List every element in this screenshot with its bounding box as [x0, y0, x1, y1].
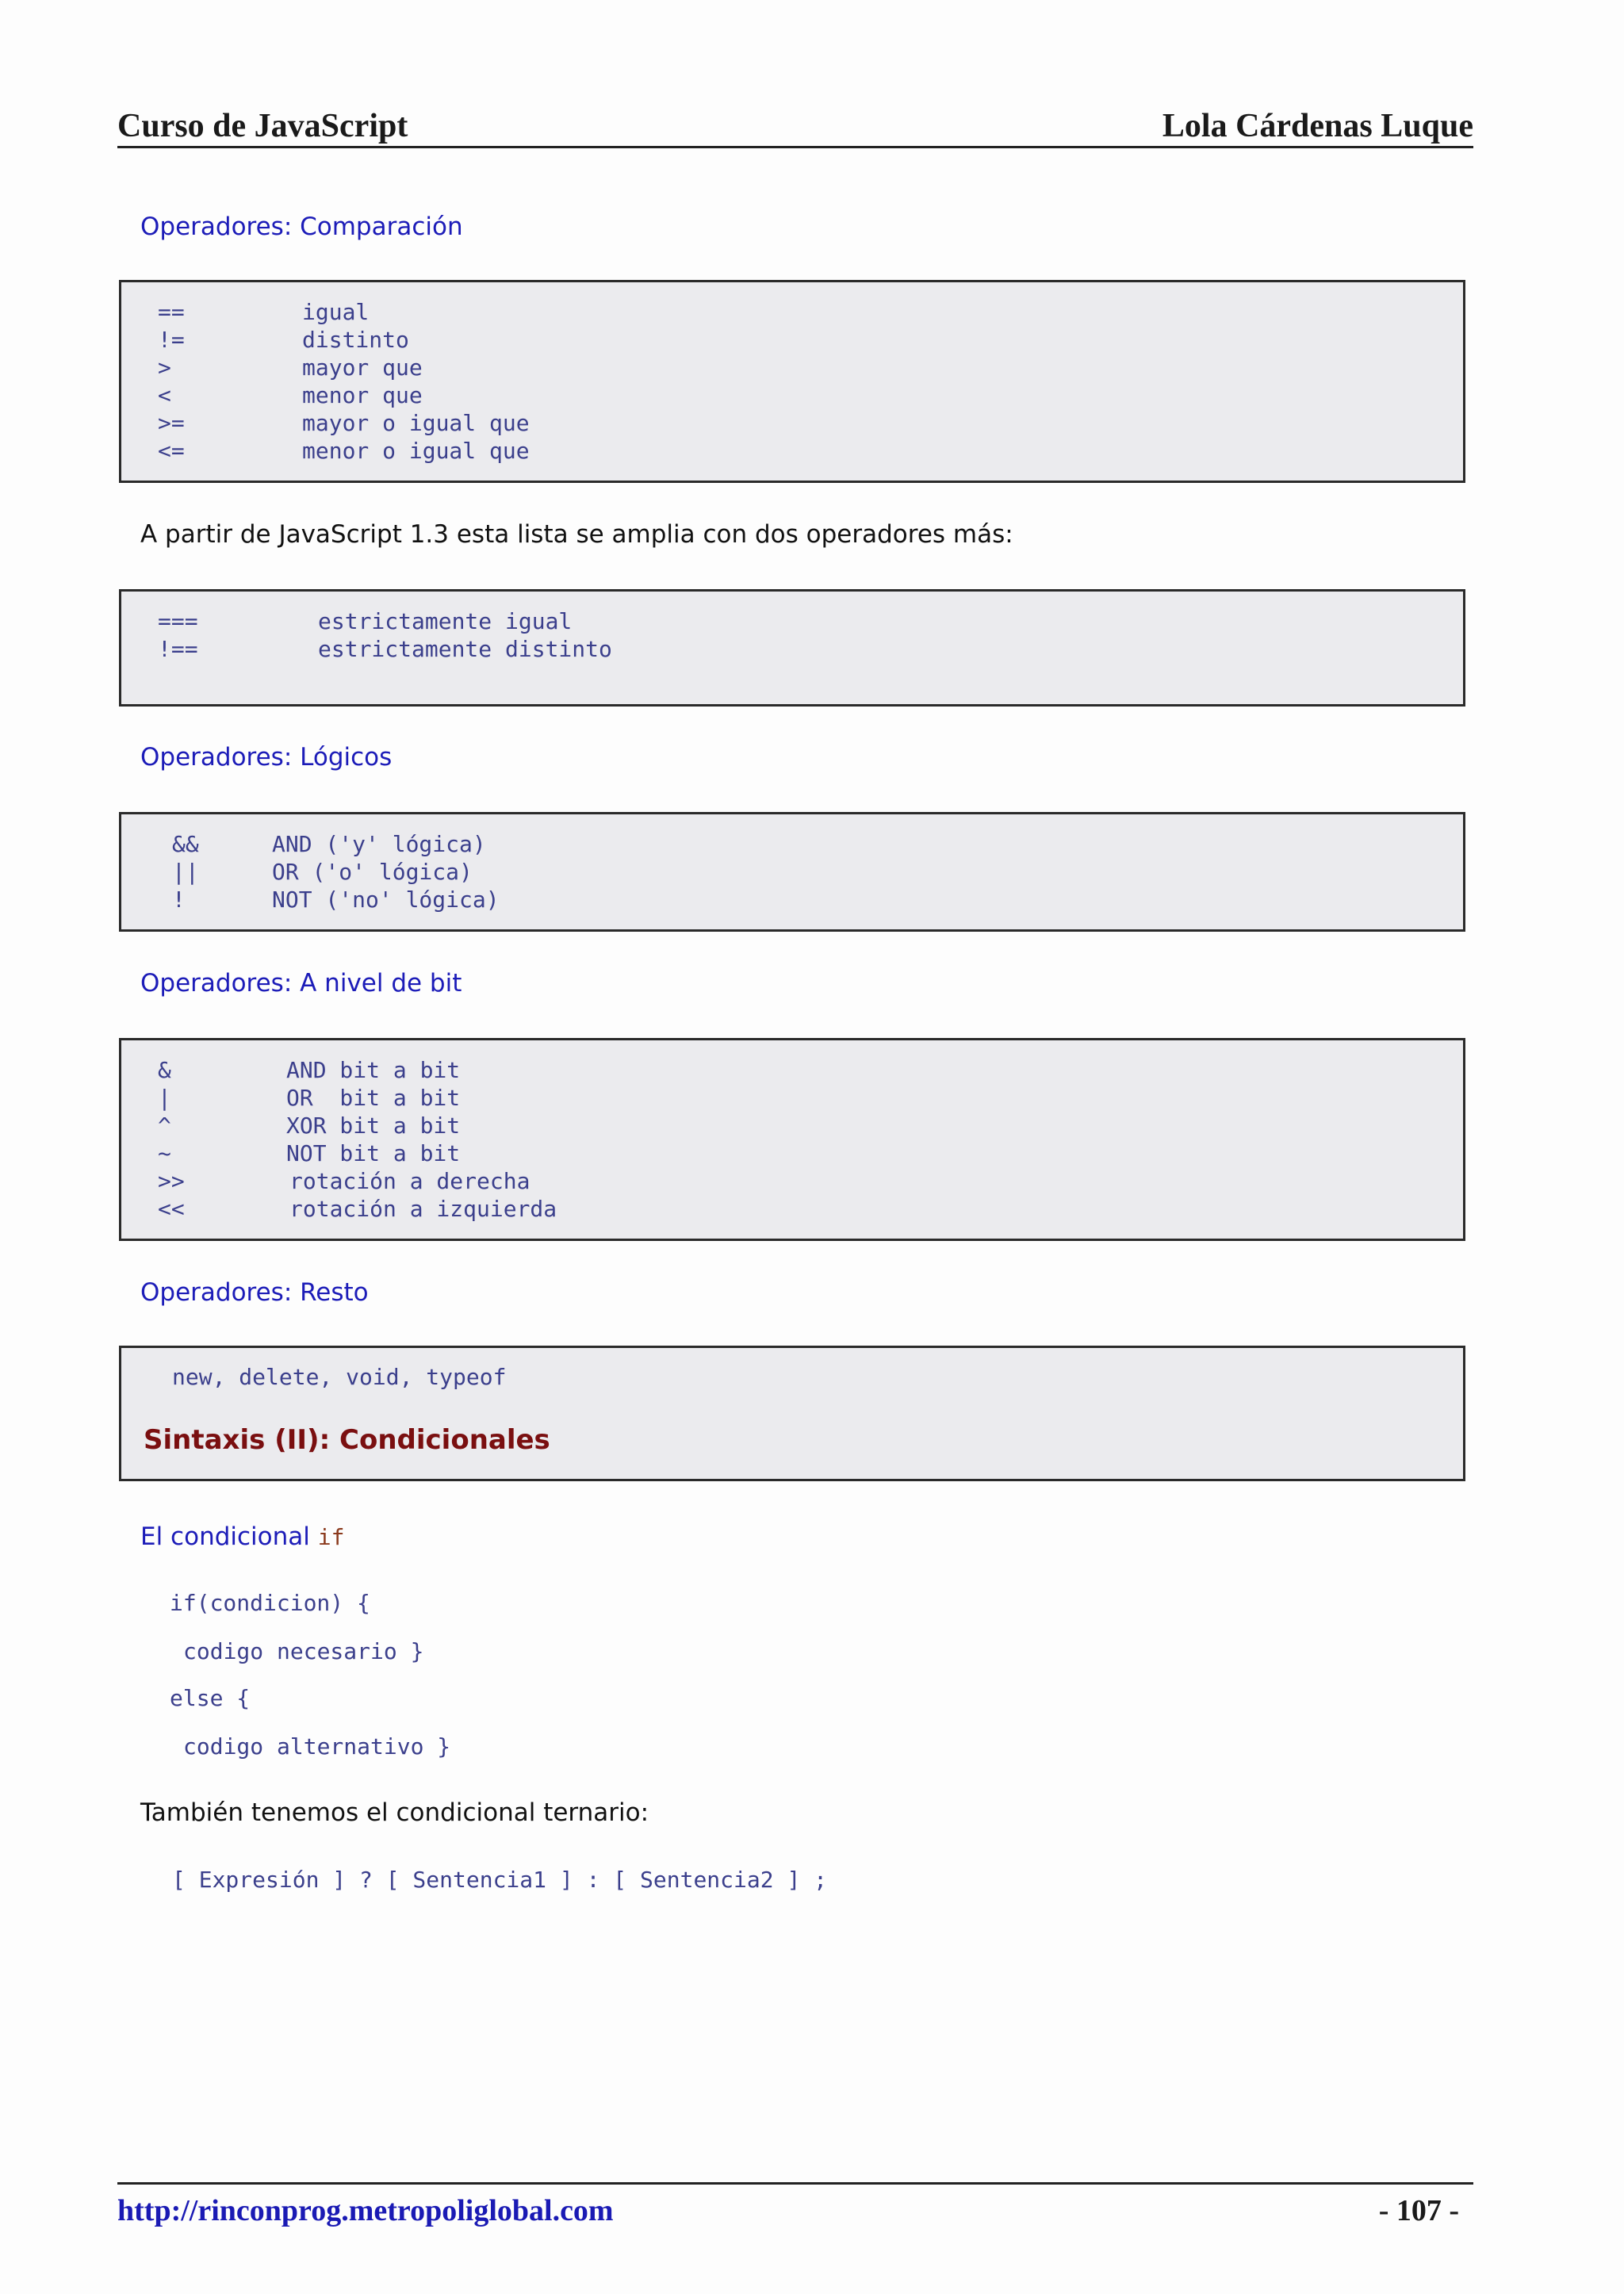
code-box-comparacion: [119, 280, 1465, 483]
operator-symbol: >=: [158, 410, 185, 436]
operator-description: XOR bit a bit: [286, 1113, 461, 1139]
paragraph-ternario: También tenemos el condicional ternario:: [140, 1798, 649, 1827]
code-box-bit: [119, 1038, 1465, 1241]
operator-symbol: <=: [158, 438, 185, 464]
operator-description: OR bit a bit: [286, 1085, 461, 1111]
operator-symbol: &: [158, 1057, 171, 1083]
code-line: else {: [170, 1685, 251, 1711]
code-line: codigo alternativo }: [183, 1733, 451, 1760]
code-box-resto: [119, 1346, 1465, 1481]
heading-resto: Operadores: Resto: [140, 1278, 369, 1307]
operator-symbol: ~: [158, 1140, 171, 1166]
operator-symbol: |: [158, 1085, 171, 1111]
heading-logicos: Operadores: Lógicos: [140, 743, 393, 772]
operator-description: rotación a derecha: [289, 1168, 530, 1194]
operator-description: NOT bit a bit: [286, 1140, 461, 1166]
chapter-title: Sintaxis (II): Condicionales: [144, 1424, 550, 1456]
operator-symbol: <<: [158, 1196, 185, 1222]
footer-url-link[interactable]: http://rinconprog.metropoliglobal.com: [117, 2194, 614, 2227]
code-line: codigo necesario }: [183, 1638, 424, 1664]
code-box-logicos: [119, 812, 1465, 932]
operator-description: AND ('y' lógica): [272, 831, 486, 857]
page-footer: [117, 2182, 1473, 2237]
operator-description: estrictamente distinto: [318, 636, 612, 662]
author-name: Lola Cárdenas Luque: [1162, 108, 1473, 144]
code-line: if(condicion) {: [170, 1590, 370, 1616]
operator-description: estrictamente igual: [318, 608, 573, 634]
operator-description: menor que: [302, 382, 423, 408]
operator-description: menor o igual que: [302, 438, 530, 464]
operator-symbol: ||: [172, 859, 199, 885]
operator-symbol: ===: [158, 608, 198, 634]
page-header: [117, 94, 1473, 148]
operator-symbol: >>: [158, 1168, 185, 1194]
operator-symbol: ^: [158, 1113, 171, 1139]
page-number: - 107 -: [1378, 2194, 1459, 2227]
operator-description: mayor que: [302, 354, 423, 381]
operator-description: igual: [302, 299, 370, 325]
operator-symbol: !: [172, 887, 186, 913]
keyword-if: if: [317, 1524, 345, 1550]
operator-description: NOT ('no' lógica): [272, 887, 500, 913]
operator-symbol: !=: [158, 327, 185, 353]
heading-condicional: [140, 1522, 344, 1551]
paragraph-ampliacion: A partir de JavaScript 1.3 esta lista se amplia con dos operadores más:: [140, 520, 1013, 549]
heading-bit: Operadores: A nivel de bit: [140, 969, 462, 998]
operator-description: distinto: [302, 327, 409, 353]
operator-symbol: !==: [158, 636, 198, 662]
operator-symbol: &&: [172, 831, 199, 857]
operator-description: rotación a izquierda: [289, 1196, 557, 1222]
document-title: Curso de JavaScript: [117, 108, 408, 144]
operator-list: new, delete, void, typeof: [172, 1364, 507, 1390]
operator-symbol: >: [158, 354, 171, 381]
operator-description: AND bit a bit: [286, 1057, 461, 1083]
heading-comparacion: Operadores: Comparación: [140, 213, 463, 241]
operator-symbol: <: [158, 382, 171, 408]
code-ternario: [ Expresión ] ? [ Sentencia1 ] : [ Sentencia2 ] ;: [172, 1867, 828, 1893]
operator-description: mayor o igual que: [302, 410, 530, 436]
operator-description: OR ('o' lógica): [272, 859, 473, 885]
heading-condicional-text: El condicional: [140, 1522, 310, 1551]
operator-symbol: ==: [158, 299, 185, 325]
code-box-estrictos: [119, 589, 1465, 707]
